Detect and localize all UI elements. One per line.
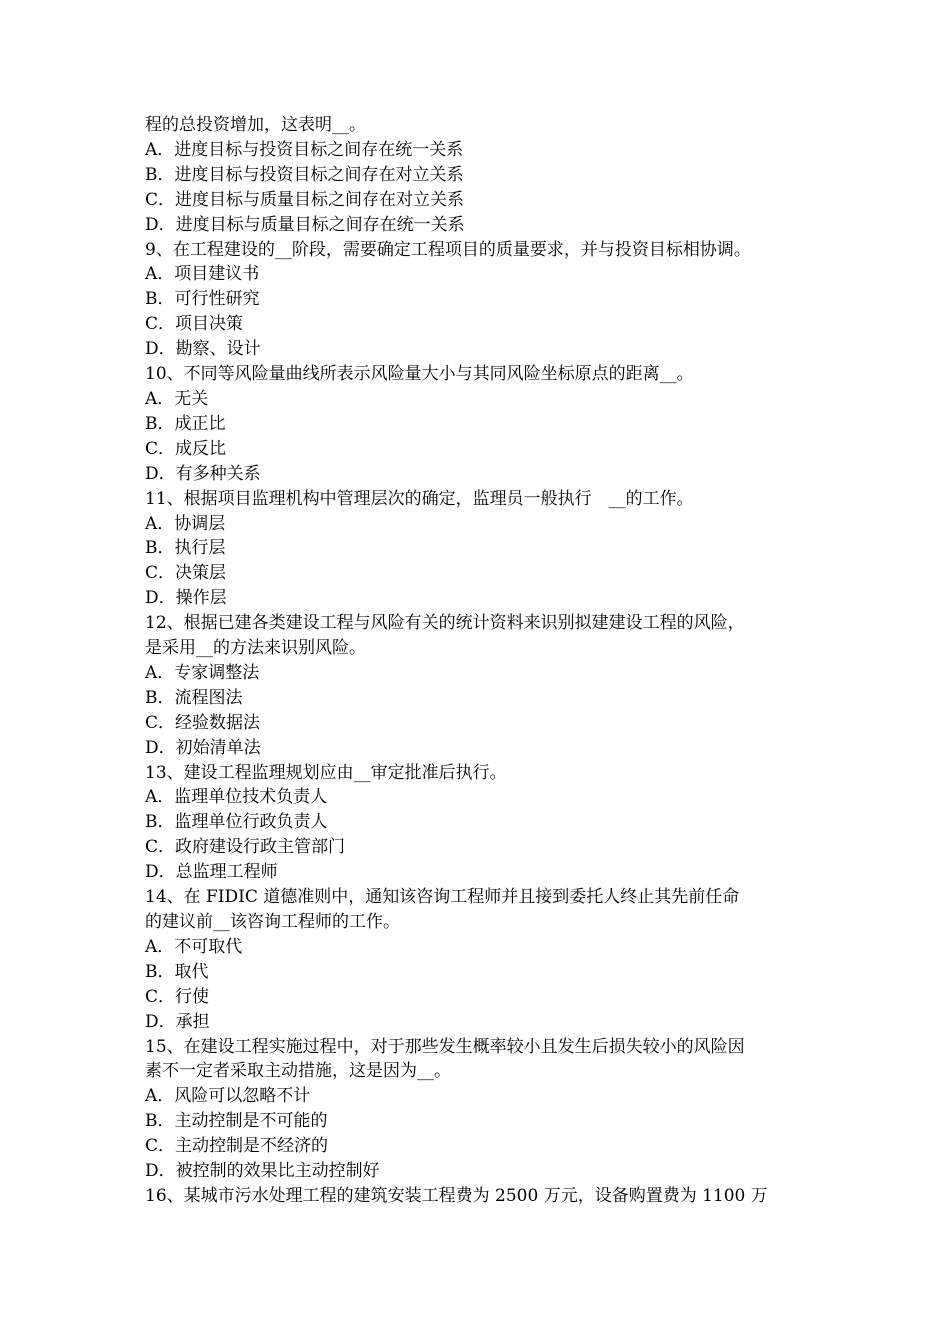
answer-option: B．成正比	[145, 413, 226, 434]
answer-option: A．专家调整法	[145, 662, 260, 683]
answer-option: C．成反比	[145, 438, 227, 459]
answer-option: D．勘察、设计	[145, 339, 261, 360]
answer-option: B．流程图法	[145, 687, 243, 708]
answer-option: D．被控制的效果比主动控制好	[145, 1161, 380, 1182]
question-text: 的建议前__该咨询工程师的工作。	[145, 912, 400, 932]
answer-option: A．项目建议书	[145, 264, 260, 285]
question-text: 9、在工程建设的__阶段，需要确定工程项目的质量要求，并与投资目标相协调。	[145, 239, 751, 260]
answer-option: A．进度目标与投资目标之间存在统一关系	[145, 139, 464, 160]
question-text: 是采用__的方法来识别风险。	[145, 638, 366, 659]
answer-option: C．政府建设行政主管部门	[145, 837, 346, 858]
answer-option: B．进度目标与投资目标之间存在对立关系	[145, 164, 464, 185]
answer-option: D．承担	[145, 1011, 210, 1032]
answer-option: A．风险可以忽略不计	[145, 1086, 311, 1107]
question-text: 11、根据项目监理机构中管理层次的确定，监理员一般执行 __的工作。	[145, 488, 694, 509]
answer-option: B．取代	[145, 961, 209, 982]
answer-option: C．项目决策	[145, 314, 244, 335]
question-text: 10、不同等风险量曲线所表示风险量大小与其同风险坐标原点的距离__。	[145, 364, 694, 385]
answer-option: D．初始清单法	[145, 737, 261, 758]
question-text: 12、根据已建各类建设工程与风险有关的统计资料来识别拟建建设工程的风险，	[145, 613, 745, 634]
answer-option: C．主动控制是不经济的	[145, 1136, 329, 1157]
answer-option: A．监理单位技术负责人	[145, 787, 328, 808]
answer-option: B．主动控制是不可能的	[145, 1111, 328, 1132]
answer-option: D．操作层	[145, 588, 227, 609]
answer-option: B．执行层	[145, 538, 226, 559]
answer-option: D．总监理工程师	[145, 862, 278, 883]
question-list	[145, 113, 810, 1209]
answer-option: A．协调层	[145, 513, 226, 534]
question-text: 15、在建设工程实施过程中，对于那些发生概率较小且发生后损失较小的风险因	[145, 1036, 745, 1057]
answer-option: C．经验数据法	[145, 712, 261, 733]
answer-option: A．无关	[145, 388, 209, 409]
answer-option: D．有多种关系	[145, 463, 261, 484]
answer-option: A．不可取代	[145, 936, 243, 957]
answer-option: C．进度目标与质量目标之间存在对立关系	[145, 189, 465, 210]
answer-option: C．行使	[145, 986, 210, 1007]
answer-option: C．决策层	[145, 563, 227, 584]
question-text: 16、某城市污水处理工程的建筑安装工程费为 2500 万元，设备购置费为 1100 万	[145, 1185, 768, 1206]
answer-option: D．进度目标与质量目标之间存在统一关系	[145, 214, 465, 235]
answer-option: B．监理单位行政负责人	[145, 812, 328, 833]
question-text: 14、在 FIDIC 道德准则中，通知该咨询工程师并且接到委托人终止其先前任命	[145, 887, 740, 908]
question-text: 素不一定者采取主动措施，这是因为__。	[145, 1061, 451, 1082]
answer-option: B．可行性研究	[145, 289, 260, 310]
question-text: 程的总投资增加，这表明__。	[145, 115, 366, 135]
question-text: 13、建设工程监理规划应由__审定批准后执行。	[145, 762, 507, 783]
